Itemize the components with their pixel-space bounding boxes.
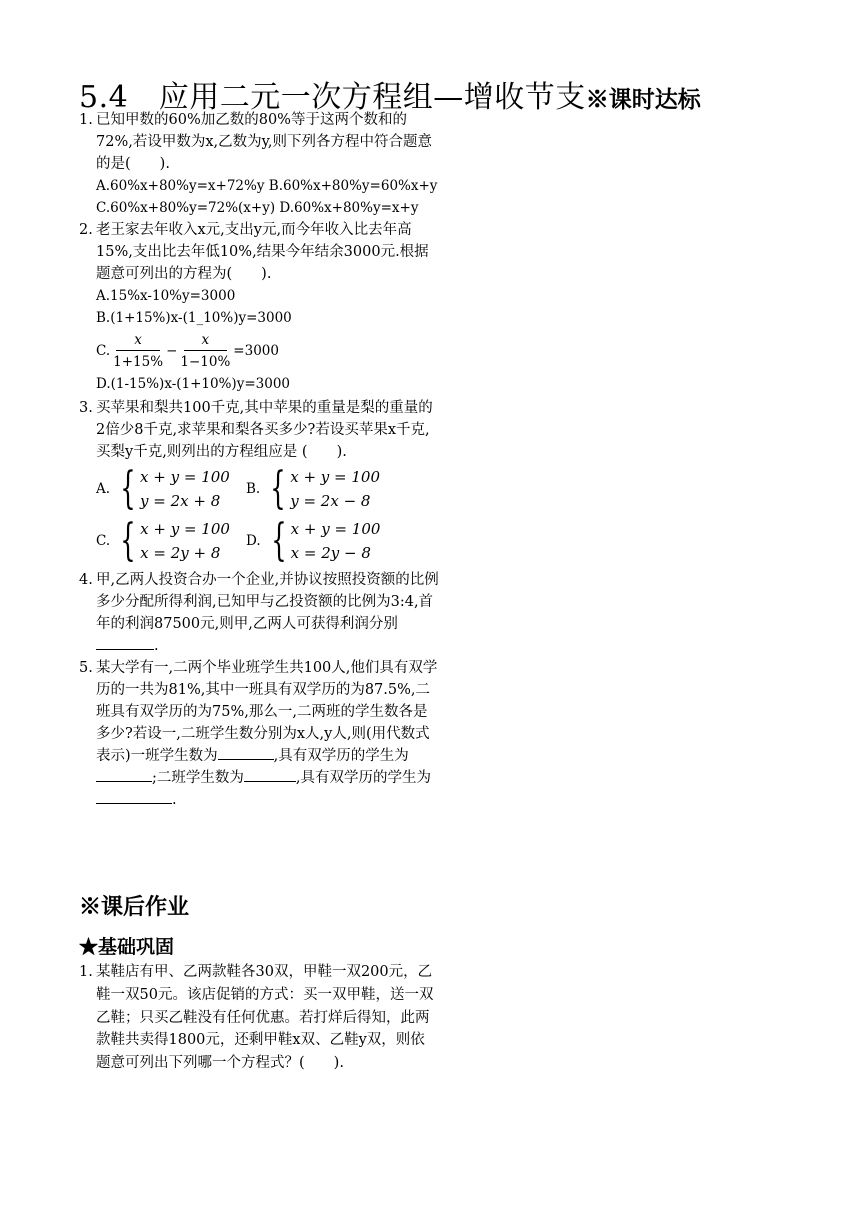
equation: x + y = 100 bbox=[290, 468, 380, 486]
option-c bbox=[79, 329, 439, 373]
equation: x = 2y − 8 bbox=[290, 544, 371, 562]
fraction bbox=[180, 332, 230, 371]
option-label: D. bbox=[246, 533, 261, 549]
homework-column bbox=[79, 961, 439, 1075]
question-5 bbox=[79, 657, 439, 811]
option-c: C.60%x+80%y=72%(x+y) bbox=[96, 200, 276, 216]
answer-blank[interactable] bbox=[218, 745, 274, 760]
answer-blank[interactable] bbox=[244, 767, 296, 782]
option-label: A. bbox=[96, 481, 111, 497]
fraction bbox=[113, 332, 163, 371]
option-d: D.60%x+80%y=x+y bbox=[279, 200, 419, 216]
question-text-part: ,具有双学历的学生为 bbox=[295, 770, 431, 786]
exercise-column bbox=[79, 109, 439, 811]
option-d: D.(1-15%)x-(1+10%)y=3000 bbox=[96, 376, 290, 392]
denominator: 1−10% bbox=[180, 353, 231, 370]
option-a: A.60%x+80%y=x+72%y bbox=[96, 178, 265, 194]
question-1 bbox=[79, 109, 439, 175]
option-row bbox=[79, 175, 439, 197]
question-text-part: 甲,乙两人投资合办一个企业,并协议按照投资额的比例多少分配所得利润,已知甲与乙投资额的比例为3:4,首年的利润87500元,则甲,乙两人可获得利润分别 bbox=[96, 572, 439, 632]
option-label: B. bbox=[246, 481, 261, 497]
question-text: 买苹果和梨共100千克,其中苹果的重量是梨的重量的2倍少8千克,求苹果和梨各买多少?若设买苹果x千克,买梨y千克,则列出的方程组应是 ( ). bbox=[96, 400, 433, 460]
option-a bbox=[96, 465, 246, 513]
equation: x + y = 100 bbox=[140, 520, 230, 538]
denominator: 1+15% bbox=[113, 353, 164, 370]
question-end: . bbox=[154, 638, 159, 654]
option-a: A.15%x-10%y=3000 bbox=[96, 288, 236, 304]
option-label: C. bbox=[96, 343, 111, 359]
title-sub: ※课时达标 bbox=[585, 86, 701, 113]
question-text: 某鞋店有甲、乙两款鞋各30双，甲鞋一双200元，乙鞋一双50元。该店促销的方式：买一双甲鞋，送一双乙鞋；只买乙鞋没有任何优惠。若打烊后得知，此两款鞋共卖得1800元，还剩甲鞋x双、乙鞋y双，则依题意可列出下列哪一个方程式？( ). bbox=[96, 964, 434, 1072]
option-row bbox=[79, 463, 439, 515]
question-4 bbox=[79, 569, 439, 657]
question-text: 老王家去年收入x元,支出y元,而今年收入比去年高15%,支出比去年低10%,结果今年结余3000元.根据题意可列出的方程为( ). bbox=[96, 222, 429, 282]
question-text-part: 某大学有一,二两个毕业班学生共100人,他们具有双学历的一共为81%,其中一班具有双学历的为87.5%,二班具有双学历的为75%,那么一,二两班的学生数各是多少?若设一,二班学生数分别为x人,y人,则(用代数式表示)一班学生数为 bbox=[96, 660, 438, 764]
numerator: x bbox=[116, 332, 160, 351]
question-3 bbox=[79, 397, 439, 463]
option-row bbox=[79, 197, 439, 219]
option-c bbox=[96, 517, 246, 565]
equation: y = 2x − 8 bbox=[290, 492, 371, 510]
brace-icon: { bbox=[120, 515, 136, 566]
homework-question-1 bbox=[79, 961, 439, 1075]
equation-tail: =3000 bbox=[233, 343, 279, 359]
equation: x + y = 100 bbox=[140, 468, 230, 486]
option-row bbox=[79, 515, 439, 567]
equation: x + y = 100 bbox=[290, 520, 381, 538]
answer-blank[interactable] bbox=[96, 767, 152, 782]
brace-icon: { bbox=[270, 463, 286, 514]
question-end: . bbox=[172, 792, 177, 808]
subsection-heading: ★基础巩固 bbox=[79, 936, 175, 958]
option-b: B.60%x+80%y=60%x+y bbox=[268, 178, 438, 194]
answer-blank[interactable] bbox=[96, 635, 154, 650]
section-heading: ※课后作业 bbox=[79, 894, 190, 920]
numerator: x bbox=[184, 332, 228, 351]
option-b: B.(1+15%)x-(1_10%)y=3000 bbox=[96, 310, 292, 326]
answer-blank[interactable] bbox=[96, 789, 172, 804]
question-number: 3. bbox=[79, 400, 93, 416]
question-number: 4. bbox=[79, 572, 93, 588]
question-number: 1. bbox=[79, 964, 93, 980]
equation: y = 2x + 8 bbox=[140, 492, 221, 510]
question-text bbox=[79, 569, 439, 657]
question-text bbox=[79, 657, 439, 811]
question-text-part: ;二班学生数为 bbox=[152, 770, 244, 786]
title-main: 5.4 应用二元一次方程组—增收节支 bbox=[79, 80, 586, 115]
option-label: C. bbox=[96, 533, 111, 549]
equation: x = 2y + 8 bbox=[140, 544, 221, 562]
question-text-part: ,具有双学历的学生为 bbox=[273, 748, 409, 764]
option-d bbox=[246, 517, 396, 565]
brace-icon: { bbox=[270, 515, 287, 566]
question-number: 2. bbox=[79, 222, 93, 238]
minus-sign: − bbox=[166, 343, 178, 359]
option-b bbox=[246, 465, 396, 513]
question-number: 1. bbox=[79, 112, 93, 128]
brace-icon: { bbox=[120, 463, 136, 514]
question-number: 5. bbox=[79, 660, 93, 676]
question-text: 已知甲数的60%加乙数的80%等于这两个数和的72%,若设甲数为x,乙数为y,则下列各方程中符合题意的是( ). bbox=[96, 112, 432, 172]
question-2 bbox=[79, 219, 439, 285]
